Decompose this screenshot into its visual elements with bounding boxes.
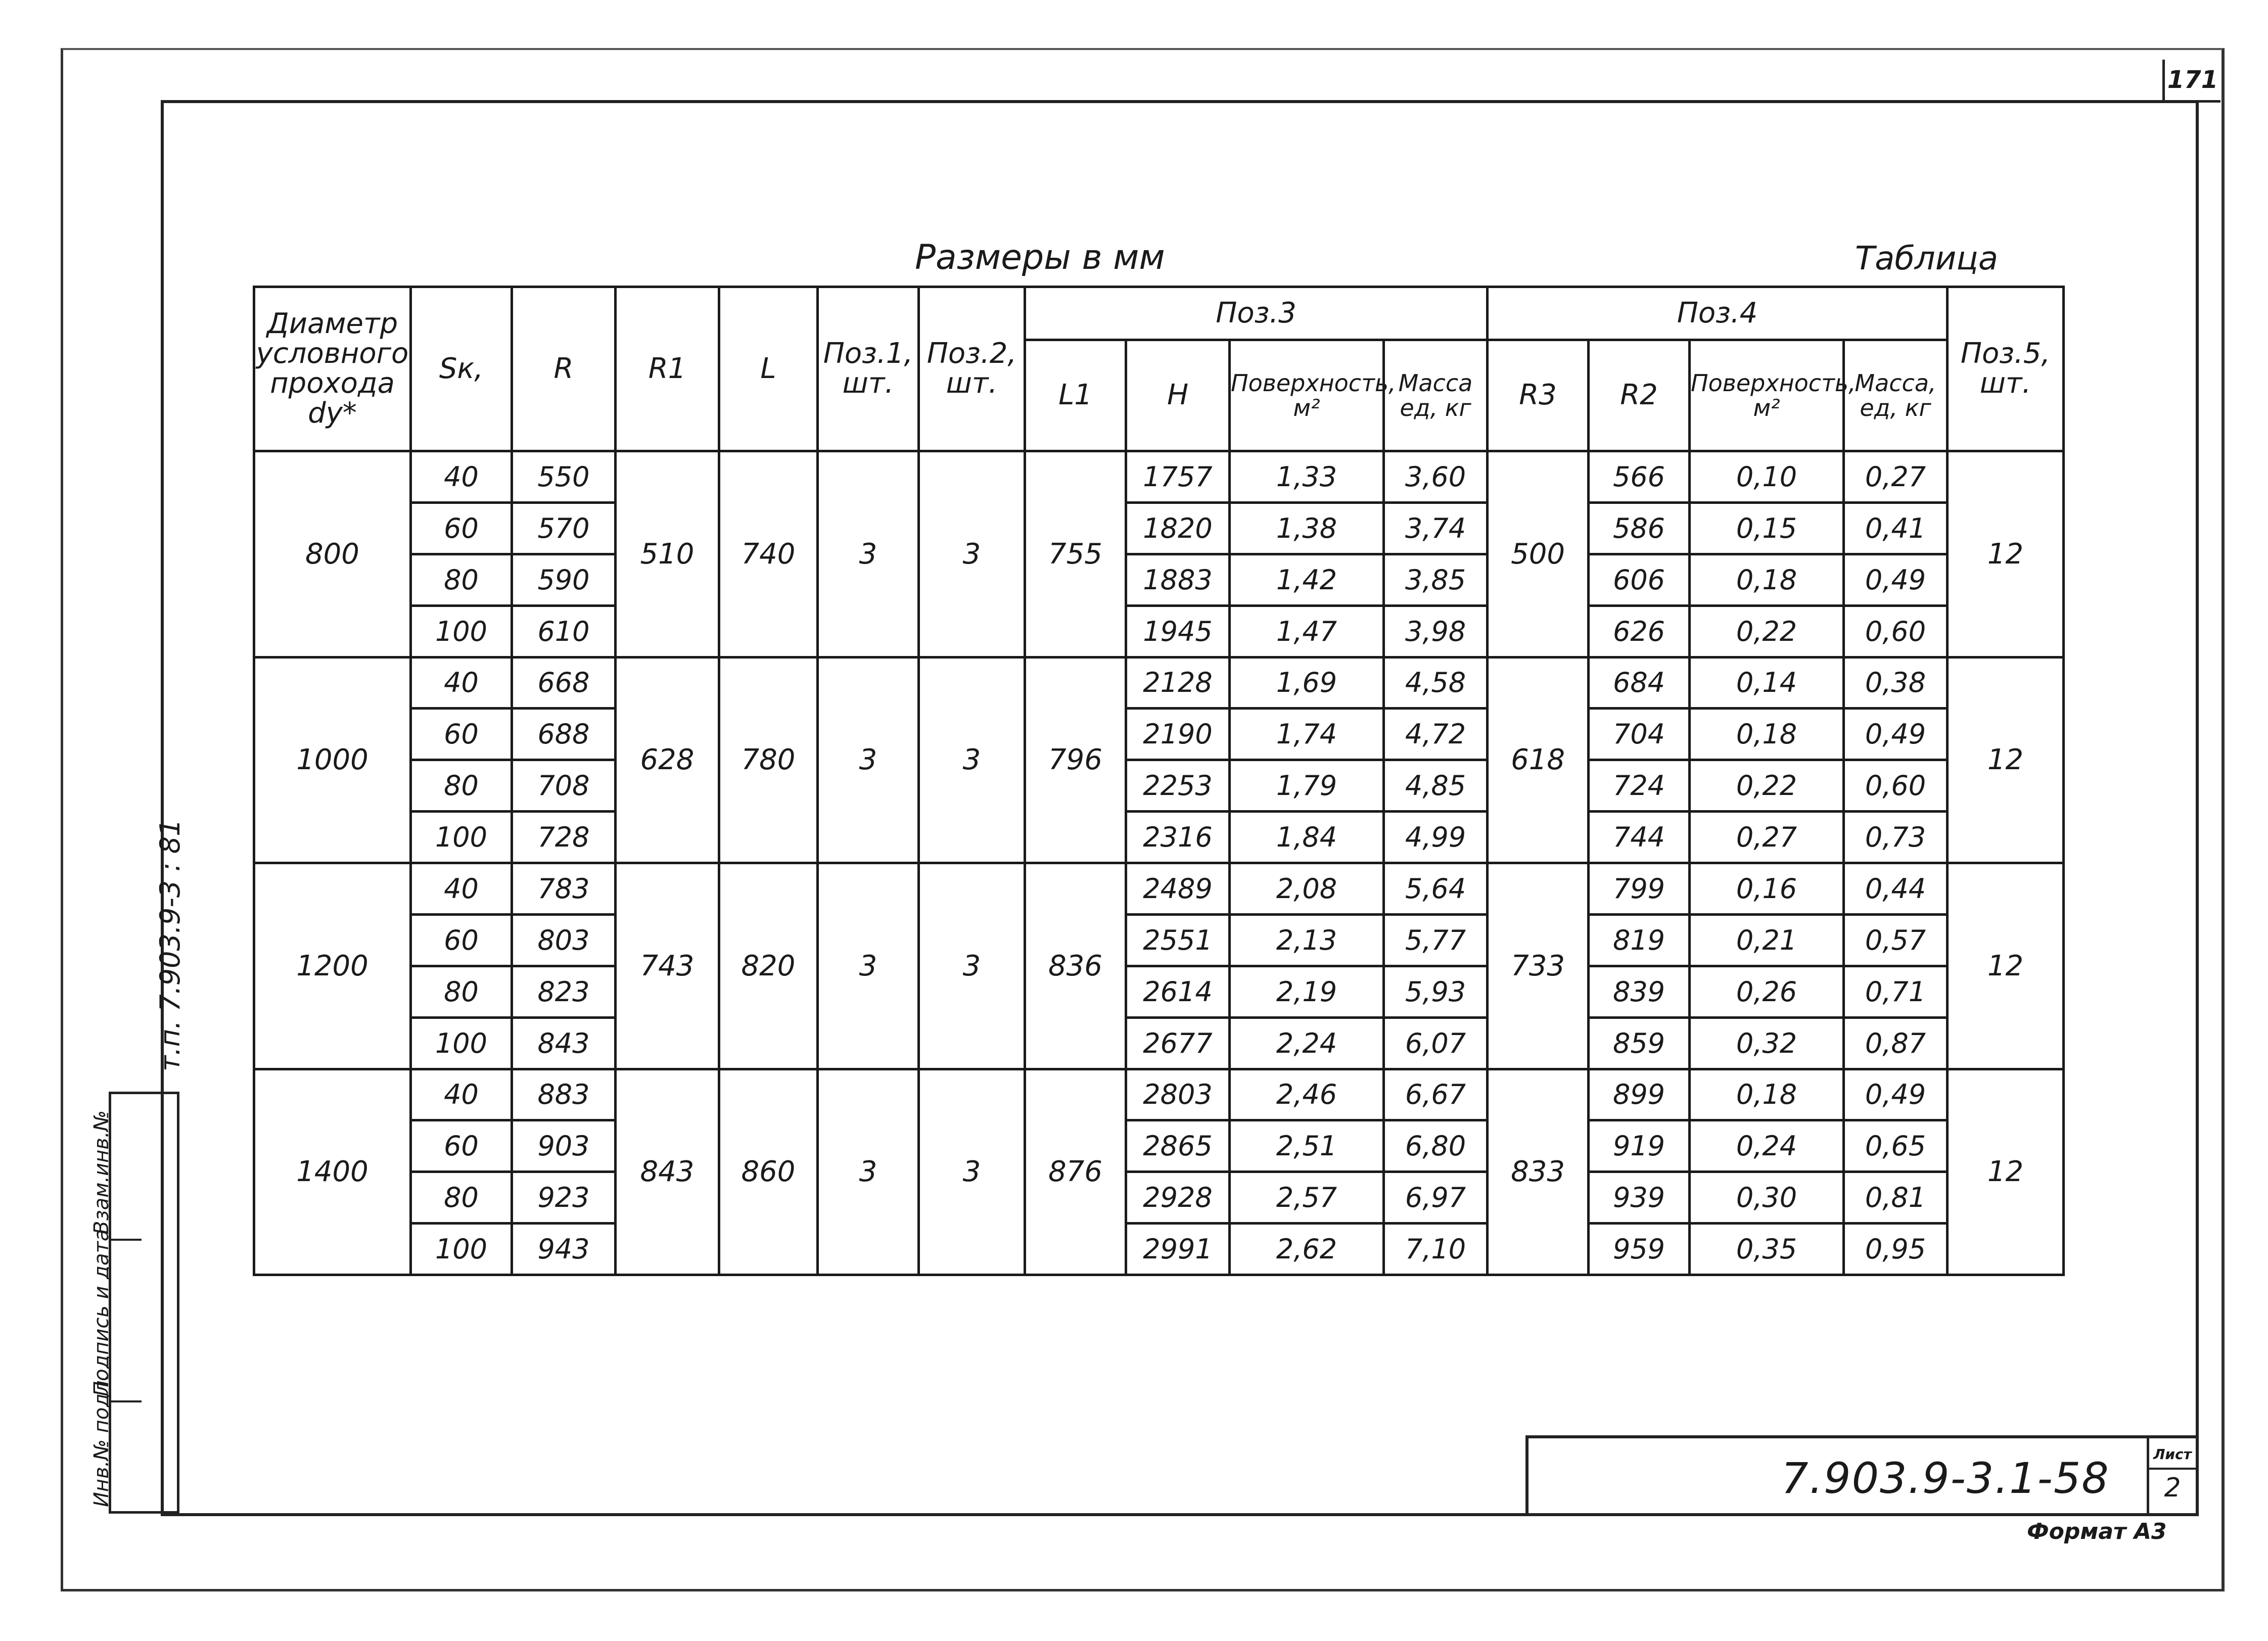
cell-r3: 618 — [1488, 657, 1589, 863]
cell-h: 2489 — [1126, 863, 1230, 915]
cell-surface4: 0,30 — [1690, 1172, 1844, 1224]
cell-surface4: 0,15 — [1690, 502, 1844, 554]
cell-mass3: 6,07 — [1384, 1017, 1488, 1069]
cell-l: 740 — [719, 451, 818, 658]
cell-l: 820 — [719, 863, 818, 1069]
cell-sk: 60 — [411, 914, 512, 966]
cell-poz2: 3 — [919, 863, 1025, 1069]
cell-r2: 744 — [1589, 812, 1690, 863]
document-code: 7.903.9-3.1-58 — [1781, 1454, 2110, 1503]
cell-poz2: 3 — [919, 1069, 1025, 1275]
cell-surface3: 2,13 — [1230, 914, 1384, 966]
cell-poz5: 12 — [1948, 1069, 2064, 1275]
cell-mass3: 5,93 — [1384, 966, 1488, 1017]
header-r3: R3 — [1488, 340, 1589, 451]
cell-r1: 510 — [616, 451, 719, 658]
cell-r2: 799 — [1589, 863, 1690, 915]
binding-strip — [90, 1092, 179, 1514]
binding-cell-inv-replace — [90, 1094, 142, 1241]
cell-sk: 80 — [411, 554, 512, 605]
sheet-number: 2 — [2164, 1473, 2181, 1503]
table-row — [254, 1224, 2064, 1275]
cell-mass3: 4,58 — [1384, 657, 1488, 709]
header-poz1: Поз.1, шт. — [818, 287, 919, 451]
cell-mass4: 0,49 — [1844, 709, 1948, 760]
header-poz3: Поз.3 — [1025, 287, 1488, 340]
binding-label: Инв.№ подл. — [90, 1374, 113, 1507]
cell-r2: 959 — [1589, 1224, 1690, 1275]
cell-r2: 939 — [1589, 1172, 1690, 1224]
cell-h: 2128 — [1126, 657, 1230, 709]
cell-r: 688 — [512, 709, 616, 760]
cell-mass4: 0,49 — [1844, 1069, 1948, 1120]
cell-sk: 40 — [411, 451, 512, 503]
cell-mass3: 6,67 — [1384, 1069, 1488, 1120]
cell-mass4: 0,38 — [1844, 657, 1948, 709]
cell-surface4: 0,27 — [1690, 812, 1844, 863]
cell-r1: 843 — [616, 1069, 719, 1275]
title-block — [1525, 1435, 2196, 1513]
table-row — [254, 1069, 2064, 1120]
cell-l1: 876 — [1025, 1069, 1126, 1275]
cell-mass3: 3,98 — [1384, 605, 1488, 657]
cell-poz1: 3 — [818, 1069, 919, 1275]
header-mass4: Масса, ед, кг — [1844, 340, 1948, 451]
table-row — [254, 605, 2064, 657]
header-surface4: Поверхность, м² — [1690, 340, 1844, 451]
cell-r: 550 — [512, 451, 616, 503]
cell-h: 1883 — [1126, 554, 1230, 605]
cell-surface3: 2,57 — [1230, 1172, 1384, 1224]
cell-r: 843 — [512, 1017, 616, 1069]
header-poz2: Поз.2, шт. — [919, 287, 1025, 451]
cell-r2: 586 — [1589, 502, 1690, 554]
cell-surface3: 1,33 — [1230, 451, 1384, 503]
cell-h: 2316 — [1126, 812, 1230, 863]
cell-sk: 60 — [411, 1120, 512, 1172]
cell-mass4: 0,73 — [1844, 812, 1948, 863]
cell-mass3: 4,85 — [1384, 760, 1488, 812]
cell-r2: 819 — [1589, 914, 1690, 966]
cell-poz2: 3 — [919, 451, 1025, 658]
cell-surface4: 0,24 — [1690, 1120, 1844, 1172]
header-dy: Диаметр условного прохода dy* — [254, 287, 411, 451]
cell-surface3: 2,51 — [1230, 1120, 1384, 1172]
cell-l: 860 — [719, 1069, 818, 1275]
binding-label: Подпись и дата — [90, 1229, 113, 1396]
header-h: H — [1126, 340, 1230, 451]
cell-mass4: 0,57 — [1844, 914, 1948, 966]
cell-mass4: 0,27 — [1844, 451, 1948, 503]
cell-mass3: 3,60 — [1384, 451, 1488, 503]
binding-label: Взам.инв.№ — [90, 1110, 113, 1235]
cell-poz1: 3 — [818, 451, 919, 658]
cell-poz1: 3 — [818, 657, 919, 863]
table-row — [254, 451, 2064, 503]
cell-mass3: 3,74 — [1384, 502, 1488, 554]
cell-dy: 1400 — [254, 1069, 411, 1275]
cell-l: 780 — [719, 657, 818, 863]
cell-r2: 606 — [1589, 554, 1690, 605]
cell-sk: 100 — [411, 1017, 512, 1069]
cell-r2: 899 — [1589, 1069, 1690, 1120]
table-row — [254, 1017, 2064, 1069]
cell-mass3: 6,80 — [1384, 1120, 1488, 1172]
cell-surface4: 0,18 — [1690, 709, 1844, 760]
cell-mass4: 0,44 — [1844, 863, 1948, 915]
cell-h: 2677 — [1126, 1017, 1230, 1069]
cell-r2: 626 — [1589, 605, 1690, 657]
cell-poz5: 12 — [1948, 863, 2064, 1069]
cell-sk: 100 — [411, 812, 512, 863]
cell-surface4: 0,26 — [1690, 966, 1844, 1017]
cell-r2: 839 — [1589, 966, 1690, 1017]
cell-r: 668 — [512, 657, 616, 709]
cell-r: 923 — [512, 1172, 616, 1224]
sheet-box — [2147, 1438, 2196, 1513]
cell-sk: 80 — [411, 760, 512, 812]
format-label: Формат А3 — [2027, 1519, 2167, 1544]
cell-r: 728 — [512, 812, 616, 863]
table-row — [254, 1120, 2064, 1172]
cell-h: 2190 — [1126, 709, 1230, 760]
cell-sk: 40 — [411, 1069, 512, 1120]
cell-h: 2865 — [1126, 1120, 1230, 1172]
cell-r3: 500 — [1488, 451, 1589, 658]
cell-poz5: 12 — [1948, 657, 2064, 863]
header-sk: Sк, — [411, 287, 512, 451]
cell-surface4: 0,14 — [1690, 657, 1844, 709]
specification-table — [253, 286, 2065, 1276]
table-row — [254, 709, 2064, 760]
table-row — [254, 812, 2064, 863]
cell-h: 2928 — [1126, 1172, 1230, 1224]
header-surface3: Поверхность, м² — [1230, 340, 1384, 451]
header-r: R — [512, 287, 616, 451]
cell-mass3: 3,85 — [1384, 554, 1488, 605]
cell-r2: 566 — [1589, 451, 1690, 503]
cell-r2: 859 — [1589, 1017, 1690, 1069]
cell-mass3: 5,77 — [1384, 914, 1488, 966]
dimensions-note: Размеры в мм — [915, 238, 1165, 277]
cell-surface4: 0,35 — [1690, 1224, 1844, 1275]
cell-sk: 40 — [411, 863, 512, 915]
cell-mass4: 0,95 — [1844, 1224, 1948, 1275]
cell-r1: 743 — [616, 863, 719, 1069]
cell-l1: 796 — [1025, 657, 1126, 863]
cell-poz1: 3 — [818, 863, 919, 1069]
cell-surface4: 0,18 — [1690, 554, 1844, 605]
cell-mass3: 4,72 — [1384, 709, 1488, 760]
cell-mass3: 5,64 — [1384, 863, 1488, 915]
table-row — [254, 966, 2064, 1017]
cell-h: 1757 — [1126, 451, 1230, 503]
header-r1: R1 — [616, 287, 719, 451]
cell-r: 883 — [512, 1069, 616, 1120]
cell-poz2: 3 — [919, 657, 1025, 863]
cell-sk: 40 — [411, 657, 512, 709]
cell-surface4: 0,10 — [1690, 451, 1844, 503]
cell-h: 1820 — [1126, 502, 1230, 554]
cell-mass4: 0,65 — [1844, 1120, 1948, 1172]
cell-h: 1945 — [1126, 605, 1230, 657]
header-l: L — [719, 287, 818, 451]
binding-cell-signature — [90, 1229, 142, 1402]
cell-mass4: 0,41 — [1844, 502, 1948, 554]
cell-surface3: 1,84 — [1230, 812, 1384, 863]
cell-surface3: 2,46 — [1230, 1069, 1384, 1120]
cell-surface4: 0,22 — [1690, 605, 1844, 657]
cell-r: 823 — [512, 966, 616, 1017]
cell-surface3: 2,19 — [1230, 966, 1384, 1017]
table-row — [254, 1172, 2064, 1224]
cell-r: 943 — [512, 1224, 616, 1275]
table-row — [254, 657, 2064, 709]
cell-surface3: 2,62 — [1230, 1224, 1384, 1275]
cell-sk: 60 — [411, 709, 512, 760]
cell-r: 803 — [512, 914, 616, 966]
cell-surface4: 0,32 — [1690, 1017, 1844, 1069]
cell-r3: 833 — [1488, 1069, 1589, 1275]
top-sheet-number: 171 — [2162, 60, 2220, 103]
cell-r2: 704 — [1589, 709, 1690, 760]
cell-surface3: 1,74 — [1230, 709, 1384, 760]
side-document-code: т.п. 7.903.9-3 : 81 — [154, 819, 186, 1071]
cell-h: 2614 — [1126, 966, 1230, 1017]
cell-h: 2991 — [1126, 1224, 1230, 1275]
cell-mass4: 0,60 — [1844, 760, 1948, 812]
cell-sk: 80 — [411, 1172, 512, 1224]
cell-r: 570 — [512, 502, 616, 554]
cell-surface3: 1,47 — [1230, 605, 1384, 657]
cell-r: 783 — [512, 863, 616, 915]
cell-surface3: 2,08 — [1230, 863, 1384, 915]
cell-mass4: 0,81 — [1844, 1172, 1948, 1224]
cell-r1: 628 — [616, 657, 719, 863]
cell-sk: 100 — [411, 1224, 512, 1275]
table-row — [254, 760, 2064, 812]
header-r2: R2 — [1589, 340, 1690, 451]
cell-r2: 919 — [1589, 1120, 1690, 1172]
table-row — [254, 914, 2064, 966]
cell-mass3: 4,99 — [1384, 812, 1488, 863]
cell-sk: 100 — [411, 605, 512, 657]
cell-mass4: 0,49 — [1844, 554, 1948, 605]
cell-surface4: 0,22 — [1690, 760, 1844, 812]
cell-r: 610 — [512, 605, 616, 657]
cell-sk: 80 — [411, 966, 512, 1017]
cell-h: 2253 — [1126, 760, 1230, 812]
cell-surface4: 0,16 — [1690, 863, 1844, 915]
cell-surface3: 1,69 — [1230, 657, 1384, 709]
cell-l1: 836 — [1025, 863, 1126, 1069]
cell-h: 2551 — [1126, 914, 1230, 966]
cell-mass3: 6,97 — [1384, 1172, 1488, 1224]
cell-poz5: 12 — [1948, 451, 2064, 658]
binding-cell-inv-original — [90, 1374, 142, 1511]
cell-mass4: 0,87 — [1844, 1017, 1948, 1069]
cell-mass4: 0,60 — [1844, 605, 1948, 657]
cell-surface4: 0,21 — [1690, 914, 1844, 966]
cell-mass3: 7,10 — [1384, 1224, 1488, 1275]
table-row — [254, 554, 2064, 605]
cell-mass4: 0,71 — [1844, 966, 1948, 1017]
cell-surface3: 1,79 — [1230, 760, 1384, 812]
cell-r: 590 — [512, 554, 616, 605]
cell-surface3: 2,24 — [1230, 1017, 1384, 1069]
cell-r: 903 — [512, 1120, 616, 1172]
cell-surface3: 1,42 — [1230, 554, 1384, 605]
sheet-label: Лист — [2149, 1441, 2196, 1470]
cell-surface4: 0,18 — [1690, 1069, 1844, 1120]
table-row — [254, 863, 2064, 915]
header-l1: L1 — [1025, 340, 1126, 451]
cell-r3: 733 — [1488, 863, 1589, 1069]
cell-r2: 724 — [1589, 760, 1690, 812]
cell-l1: 755 — [1025, 451, 1126, 658]
cell-dy: 1200 — [254, 863, 411, 1069]
cell-r: 708 — [512, 760, 616, 812]
header-mass3: Масса ед, кг — [1384, 340, 1488, 451]
header-poz4: Поз.4 — [1488, 287, 1948, 340]
cell-dy: 1000 — [254, 657, 411, 863]
header-poz5: Поз.5, шт. — [1948, 287, 2064, 451]
cell-h: 2803 — [1126, 1069, 1230, 1120]
table-label: Таблица — [1855, 240, 1999, 277]
cell-r2: 684 — [1589, 657, 1690, 709]
cell-surface3: 1,38 — [1230, 502, 1384, 554]
cell-dy: 800 — [254, 451, 411, 658]
cell-sk: 60 — [411, 502, 512, 554]
table-row — [254, 502, 2064, 554]
